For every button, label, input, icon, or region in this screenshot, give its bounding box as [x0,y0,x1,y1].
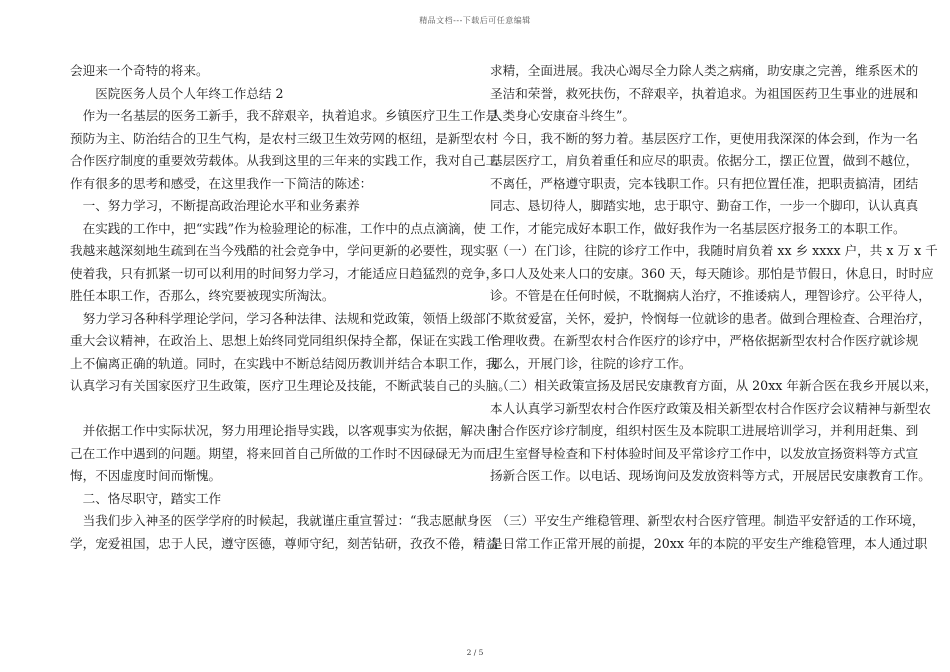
left-column-text-line: 合作医疗制度的重要效劳载体。从我到这里的三年来的实践工作，我对自己工 [70,153,499,168]
right-column-text-line: 卫生室督导检查和下村体验时间及平常诊疗工作中，以发放宣扬资料等方式宣 [490,445,919,461]
left-column-text-line: 在实践的工作中，把“实践”作为检验理论的标准，工作中的点点滴滴，使 [70,220,486,236]
right-column-text-line: （二）相关政策宣扬及居民安康教育方面，从 20xx 年新合医在我乡开展以来， [490,378,938,393]
left-column-text-line: 使着我，只有抓紧一切可以利用的时间努力学习，才能适应日趋猛烈的竞争， [70,265,499,281]
right-column-text-line: 多口人及处来人口的安康。360 天，每天随诊。那怕是节假日，休息日，时时应 [490,265,934,281]
right-column-text-line: 同志、恳切待人，脚踏实地，忠于职守、勤奋工作，一步一个脚印，认认真真 [490,198,919,213]
right-column-text-line: 是日常工作正常开展的前提，20xx 年的本院的平安生产维稳管理，本人通过职 [490,535,928,551]
left-column-text-line: 预防为主、防治结合的卫生气构，是农村三级卫生效劳网的枢纽，是新型农村 [70,130,499,146]
right-column-text-line: 合理收费。在新型农村合作医疗的诊疗中，严格依据新型农村合作医疗就诊规 [490,333,919,348]
left-column-text-line: 上不偏离正确的轨道。同时，在实践中不断总结阅历教训并结合本职工作，我 [70,355,499,371]
left-column-text-line: 悔，不因虚度时间而惭愧。 [70,468,222,483]
right-column-text-line: 求精，全面进展。我决心竭尽全力除人类之病痛，助安康之完善，维系医术的 [490,63,919,78]
left-column-text-line: 我越来越深刻地生疏到在当今残酷的社会竞争中，学问更新的必要性，现实驱 [70,243,499,258]
right-column-text-line: 人类身心安康奋斗终生”。 [490,108,635,123]
right-column-text-line: 村合作医疗诊疗制度，组织村医生及本院职工进展培训学习，并利用赶集、到 [490,423,919,438]
left-column-text-line: 并依据工作中实际状况，努力用理论指导实践，以客观事实为依据，解决自 [70,423,499,438]
page-header: 精品文档---下载后可任意编辑 [419,16,531,25]
right-column-text-line: 诊。不管是在任何时候，不耽搁病人治疗，不推诿病人，理智诊疗。公平待人， [490,288,931,303]
left-column-text-line: 重大会议精神，在政治上、思想上始终同党同组织保持全都，保证在实践工作 [70,333,499,348]
right-column-text-line: 工作，才能完成好本职工作，做好我作为一名基层医疗报务工的本职工作。 [490,220,906,236]
left-column-blank-line [70,398,460,421]
left-column-text-line: 认真学习有关国家医疗卫生政策，医疗卫生理论及技能，不断武装自己的头脑。 [70,378,511,393]
left-column-text-line: 当我们步入神圣的医学学府的时候起，我就谨庄重宣誓过：“我志愿献身医 [70,513,493,528]
left-column-text-line: 胜任本职工作，否那么，终究要被现实所淘汰。 [70,288,335,303]
right-column-blank-line [490,488,883,511]
page-number: 2 / 5 [466,648,484,657]
left-column-text-line: 作有很多的思考和感受，在这里我作一下简洁的陈述： [70,175,373,191]
left-column [70,60,511,555]
right-column-text-line: 不离任，严格遵守职责，完本钱职工作。只有把位置任准，把职责搞清，团结 [490,175,919,191]
left-column-text-line: 一、努力学习，不断提高政治理论水平和业务素养 [70,198,360,213]
right-column-text-line: 今日，我不断的努力着。基层医疗工作，更使用我深深的体会到，作为一名 [490,130,919,146]
right-column-text-line: 扬新合医工作。以电话、现场询问及发放资料等方式，开展居民安康教育工作。 [490,468,931,483]
right-column-text-line: （三）平安生产维稳管理、新型农村合医疗管理。制造平安舒适的工作环境， [490,513,925,528]
left-column-text-line: 医院医务人员个人年终工作总结 2 [70,85,284,101]
right-column-text-line: 基层医疗工，肩负着重任和应尽的职责。依据分工，摆正位置，做到不越位， [490,153,919,168]
left-column-text-line: 学，宠爱祖国，忠于人民，遵守医德，尊师守纪，刻苦钻研，孜孜不倦，精益 [70,535,499,551]
left-column-text-line: 己在工作中遇到的问题。期望，将来回首自己所做的工作时不因碌碌无为而后 [70,445,499,461]
right-column-text-line: 圣洁和荣誉，救死扶伤，不辞艰辛，执着追求。为祖国医药卫生事业的进展和 [490,85,919,101]
right-column-text-line: 本人认真学习新型农村合作医疗政策及相关新型农村合作医疗会议精神与新型农 [490,400,931,416]
left-column-text-line: 二、恪尽职守，踏实工作 [70,490,222,506]
right-column-text-line: （一）在门诊，往院的诊疗工作中，我随时肩负着 xx 乡 xxxx 户，共 x 万 x 千 [490,243,938,258]
right-column-text-line: 那么，开展门诊，往院的诊疗工作。 [490,355,692,371]
left-column-text-line: 会迎来一个奇特的将来。 [70,63,209,78]
left-column-text-line: 努力学习各种科学理论学问，学习各种法律、法规和党政策，领悟上级部门 [70,310,499,326]
right-column [490,60,938,555]
left-column-text-line: 作为一名基层的医务工新手，我不辞艰辛，执着追求。乡镇医疗卫生工作是 [70,108,499,123]
right-column-text-line: 不欺贫爱富，关怀，爱护，怜悯每一位就诊的患者。做到合理检查、合理治疗， [490,310,931,326]
